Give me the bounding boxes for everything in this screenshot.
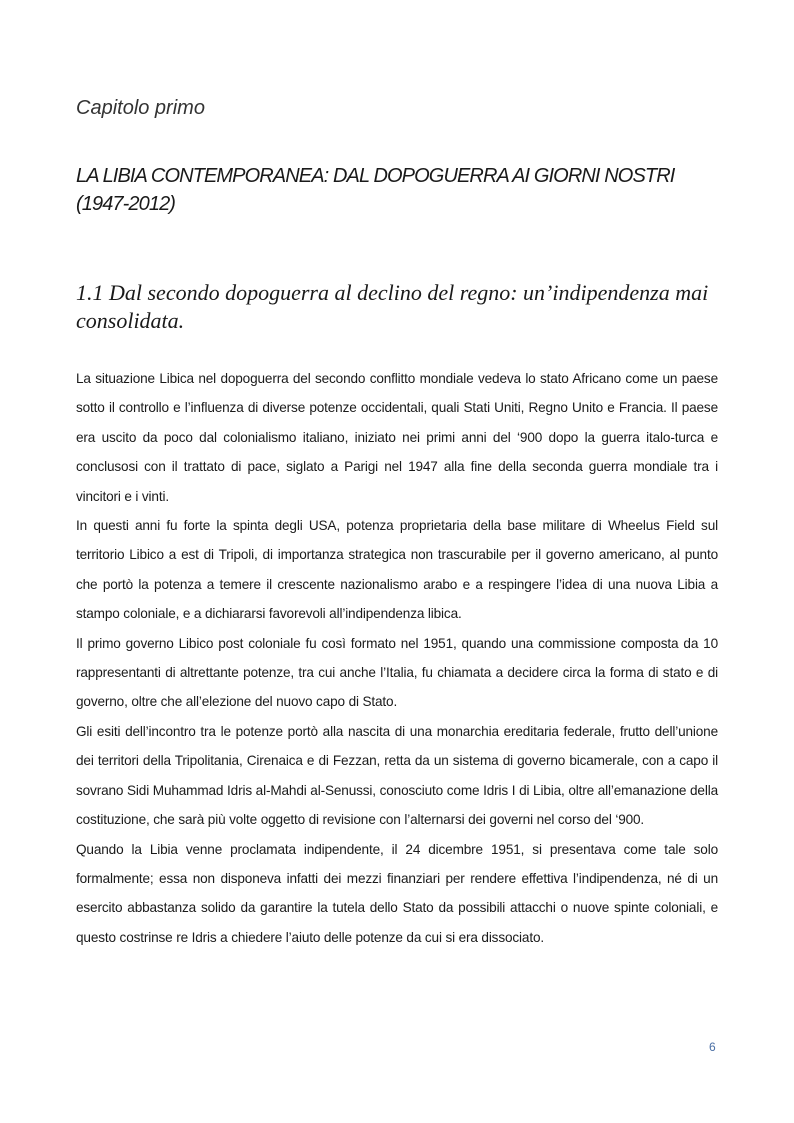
- paragraph: In questi anni fu forte la spinta degli USA, potenza proprietaria della base militare di Wheelus Field sul territorio Libico a est di Tripoli, di importanza strategica non trascurabile per il governo americano, al punto che portò la potenza a temere il crescente nazionalismo arabo e a respingere l’idea di una nuova Libia a stampo coloniale, e a dichiararsi favorevoli all’indipendenza libica.: [76, 518, 718, 622]
- page-number: 6: [709, 1040, 716, 1054]
- body-text: [76, 364, 718, 952]
- paragraph: Gli esiti dell’incontro tra le potenze portò alla nascita di una monarchia ereditaria federale, frutto dell’unione dei territori della Tripolitania, Cirenaica e di Fezzan, retta da un sistema di governo bicamerale, con a capo il sovrano Sidi Muhammad Idris al-Mahdi al-Senussi, conosciuto come Idris I di Libia, oltre all’emanazione della costituzione, che sarà più volte oggetto di revisione con l’alternarsi dei governi nel corso del ‘900.: [76, 723, 718, 828]
- section-title: 1.1 Dal secondo dopoguerra al declino del regno: un’indipendenza mai consolidata.: [76, 280, 709, 333]
- paragraph: Quando la Libia venne proclamata indipendente, il 24 dicembre 1951, si presentava come tale solo formalmente; essa non disponeva infatti dei mezzi finanziari per rendere effettiva l’indipendenza, né di un esercito abbastanza solido da garantire la tutela dello Stato da possibili attacchi o nuove spinte coloniali, e questo costrinse re Idris a chiedere l’aiuto delle potenze da cui si era dissociato.: [76, 841, 718, 945]
- chapter-title: LA LIBIA CONTEMPORANEA: DAL DOPOGUERRA AI GIORNI NOSTRI (1947-2012): [76, 165, 675, 215]
- chapter-label: Capitolo primo: [76, 97, 205, 119]
- paragraph: Il primo governo Libico post coloniale fu così formato nel 1951, quando una commissione composta da 10 rappresentanti di altrettante potenze, tra cui anche l’Italia, fu chiamata a decidere circa la forma di stato e di governo, oltre che all’elezione del nuovo capo di Stato.: [76, 635, 718, 710]
- paragraph: La situazione Libica nel dopoguerra del secondo conflitto mondiale vedeva lo stato Africano come un paese sotto il controllo e l’influenza di diverse potenze occidentali, quali Stati Uniti, Regno Unito e Francia. Il paese era uscito da poco dal colonialismo italiano, iniziato nei primi anni del ‘900 dopo la guerra italo-turca e conclusosi con il trattato di pace, siglato a Parigi nel 1947 alla fine della seconda guerra mondiale tra i vincitori e i vinti.: [76, 371, 718, 504]
